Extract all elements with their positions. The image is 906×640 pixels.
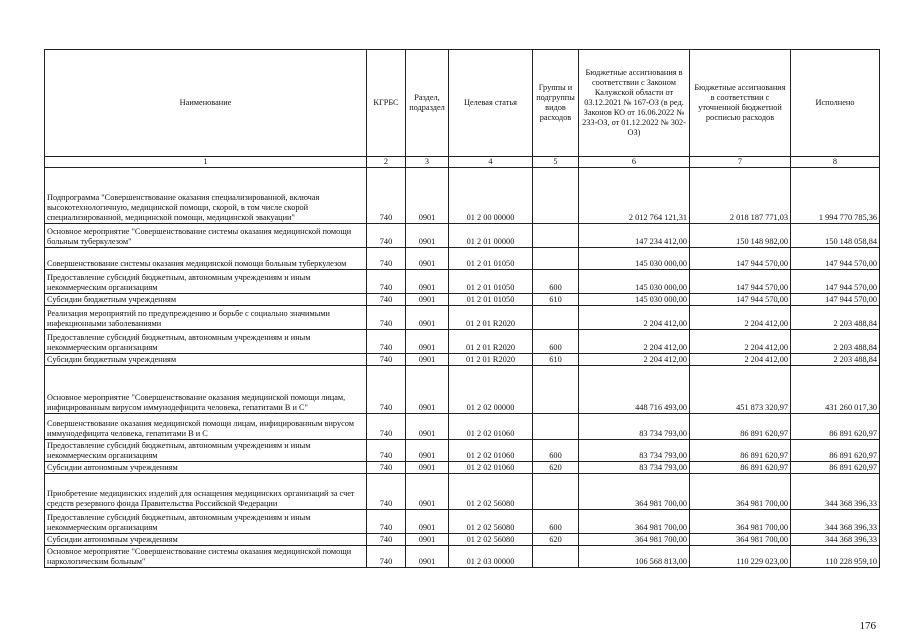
row-executed: 86 891 620,97 bbox=[791, 440, 880, 462]
row-expense-group: 600 bbox=[533, 510, 579, 534]
row-name: Совершенствование оказания медицинской помощи лицам, инфицированным вирусом иммунодефицита человека, гепатитами В и С bbox=[45, 414, 367, 440]
row-target-article: 01 2 00 00000 bbox=[449, 168, 533, 224]
row-target-article: 01 2 02 01060 bbox=[449, 462, 533, 474]
row-section: 0901 bbox=[406, 306, 449, 330]
header-expense-groups: Группы и подгруппы видов расходов bbox=[533, 50, 579, 157]
row-kgrbs: 740 bbox=[367, 168, 406, 224]
header-refined-allocations: Бюджетные ассигнования в соответствии с уточненной бюджетной росписью расходов bbox=[690, 50, 791, 157]
row-section: 0901 bbox=[406, 354, 449, 366]
row-name: Предоставление субсидий бюджетным, автономным учреждениям и иным некоммерческим организациям bbox=[45, 440, 367, 462]
row-target-article: 01 2 01 00000 bbox=[449, 224, 533, 248]
table-row bbox=[45, 354, 880, 366]
row-law-allocation: 106 568 813,00 bbox=[579, 546, 690, 568]
row-refined-allocation: 86 891 620,97 bbox=[690, 440, 791, 462]
row-target-article: 01 2 01 R2020 bbox=[449, 330, 533, 354]
row-expense-group bbox=[533, 474, 579, 510]
row-refined-allocation: 364 981 700,00 bbox=[690, 534, 791, 546]
table-row bbox=[45, 168, 880, 224]
row-name: Предоставление субсидий бюджетным, автономным учреждениям и иным некоммерческим организациям bbox=[45, 270, 367, 294]
row-refined-allocation: 2 204 412,00 bbox=[690, 330, 791, 354]
row-target-article: 01 2 02 01060 bbox=[449, 414, 533, 440]
row-name: Основное мероприятие "Совершенствование системы оказания медицинской помощи больным туберкулезом" bbox=[45, 224, 367, 248]
row-executed: 344 368 396,33 bbox=[791, 474, 880, 510]
row-target-article: 01 2 02 00000 bbox=[449, 366, 533, 414]
row-kgrbs: 740 bbox=[367, 510, 406, 534]
table-row bbox=[45, 330, 880, 354]
row-law-allocation: 2 204 412,00 bbox=[579, 354, 690, 366]
row-section: 0901 bbox=[406, 270, 449, 294]
table-row bbox=[45, 414, 880, 440]
row-executed: 110 228 959,10 bbox=[791, 546, 880, 568]
row-section: 0901 bbox=[406, 248, 449, 270]
table-row bbox=[45, 270, 880, 294]
row-kgrbs: 740 bbox=[367, 330, 406, 354]
row-expense-group bbox=[533, 168, 579, 224]
row-law-allocation: 364 981 700,00 bbox=[579, 534, 690, 546]
row-law-allocation: 145 030 000,00 bbox=[579, 270, 690, 294]
row-executed: 2 203 488,84 bbox=[791, 354, 880, 366]
row-refined-allocation: 147 944 570,00 bbox=[690, 248, 791, 270]
row-kgrbs: 740 bbox=[367, 248, 406, 270]
row-executed: 86 891 620,97 bbox=[791, 414, 880, 440]
row-executed: 2 203 488,84 bbox=[791, 330, 880, 354]
header-target-article: Целевая статья bbox=[449, 50, 533, 157]
table-row bbox=[45, 534, 880, 546]
row-section: 0901 bbox=[406, 534, 449, 546]
row-name: Субсидии бюджетным учреждениям bbox=[45, 294, 367, 306]
row-name: Субсидии бюджетным учреждениям bbox=[45, 354, 367, 366]
row-executed: 147 944 570,00 bbox=[791, 248, 880, 270]
row-refined-allocation: 2 204 412,00 bbox=[690, 354, 791, 366]
row-target-article: 01 2 02 56080 bbox=[449, 510, 533, 534]
row-expense-group: 620 bbox=[533, 534, 579, 546]
row-law-allocation: 145 030 000,00 bbox=[579, 248, 690, 270]
column-number-row bbox=[45, 157, 880, 168]
row-expense-group: 620 bbox=[533, 462, 579, 474]
row-target-article: 01 2 02 01060 bbox=[449, 440, 533, 462]
row-name: Приобретение медицинских изделий для оснащения медицинских организаций за счет средств резервного фонда Правительства Российской Федерации bbox=[45, 474, 367, 510]
row-law-allocation: 83 734 793,00 bbox=[579, 414, 690, 440]
row-name: Реализация мероприятий по предупреждению и борьбе с социально значимыми инфекционными заболеваниями bbox=[45, 306, 367, 330]
row-target-article: 01 2 02 56080 bbox=[449, 534, 533, 546]
row-refined-allocation: 364 981 700,00 bbox=[690, 474, 791, 510]
row-section: 0901 bbox=[406, 330, 449, 354]
row-section: 0901 bbox=[406, 462, 449, 474]
row-law-allocation: 2 012 764 121,31 bbox=[579, 168, 690, 224]
budget-table bbox=[44, 49, 880, 568]
row-executed: 344 368 396,33 bbox=[791, 510, 880, 534]
row-kgrbs: 740 bbox=[367, 366, 406, 414]
header-section: Раздел, подраздел bbox=[406, 50, 449, 157]
row-executed: 1 994 770 785,36 bbox=[791, 168, 880, 224]
col-number: 1 bbox=[45, 157, 367, 168]
table-row bbox=[45, 440, 880, 462]
row-law-allocation: 145 030 000,00 bbox=[579, 294, 690, 306]
col-number: 4 bbox=[449, 157, 533, 168]
row-target-article: 01 2 01 R2020 bbox=[449, 354, 533, 366]
row-kgrbs: 740 bbox=[367, 534, 406, 546]
row-section: 0901 bbox=[406, 546, 449, 568]
row-section: 0901 bbox=[406, 474, 449, 510]
header-name: Наименование bbox=[45, 50, 367, 157]
row-executed: 344 368 396,33 bbox=[791, 534, 880, 546]
row-kgrbs: 740 bbox=[367, 224, 406, 248]
row-expense-group: 600 bbox=[533, 440, 579, 462]
table-row bbox=[45, 294, 880, 306]
row-executed: 147 944 570,00 bbox=[791, 270, 880, 294]
row-refined-allocation: 364 981 700,00 bbox=[690, 510, 791, 534]
col-number: 3 bbox=[406, 157, 449, 168]
row-executed: 2 203 488,84 bbox=[791, 306, 880, 330]
row-kgrbs: 740 bbox=[367, 474, 406, 510]
header-executed: Исполнено bbox=[791, 50, 880, 157]
row-refined-allocation: 147 944 570,00 bbox=[690, 294, 791, 306]
row-kgrbs: 740 bbox=[367, 306, 406, 330]
table-row bbox=[45, 462, 880, 474]
header-kgrbs: КГРБС bbox=[367, 50, 406, 157]
row-expense-group: 610 bbox=[533, 294, 579, 306]
row-section: 0901 bbox=[406, 168, 449, 224]
row-expense-group bbox=[533, 224, 579, 248]
col-number: 7 bbox=[690, 157, 791, 168]
row-name: Предоставление субсидий бюджетным, автономным учреждениям и иным некоммерческим организациям bbox=[45, 330, 367, 354]
row-refined-allocation: 147 944 570,00 bbox=[690, 270, 791, 294]
col-number: 6 bbox=[579, 157, 690, 168]
row-law-allocation: 364 981 700,00 bbox=[579, 510, 690, 534]
row-refined-allocation: 86 891 620,97 bbox=[690, 414, 791, 440]
row-kgrbs: 740 bbox=[367, 270, 406, 294]
header-row bbox=[45, 50, 880, 157]
table-row bbox=[45, 248, 880, 270]
row-name: Совершенствование системы оказания медицинской помощи больным туберкулезом bbox=[45, 248, 367, 270]
table-body bbox=[45, 168, 880, 568]
row-expense-group: 600 bbox=[533, 270, 579, 294]
table-row bbox=[45, 366, 880, 414]
row-name: Субсидии автономным учреждениям bbox=[45, 534, 367, 546]
row-expense-group bbox=[533, 306, 579, 330]
row-section: 0901 bbox=[406, 510, 449, 534]
row-target-article: 01 2 02 56080 bbox=[449, 474, 533, 510]
page-number: 176 bbox=[859, 620, 876, 632]
row-law-allocation: 364 981 700,00 bbox=[579, 474, 690, 510]
row-expense-group bbox=[533, 366, 579, 414]
row-name: Основное мероприятие "Совершенствование оказания медицинской помощи лицам, инфицированным вирусом иммунодефицита человека, гепатитами В и С" bbox=[45, 366, 367, 414]
row-law-allocation: 83 734 793,00 bbox=[579, 462, 690, 474]
col-number: 5 bbox=[533, 157, 579, 168]
col-number: 2 bbox=[367, 157, 406, 168]
row-target-article: 01 2 01 01050 bbox=[449, 248, 533, 270]
row-expense-group: 610 bbox=[533, 354, 579, 366]
row-law-allocation: 2 204 412,00 bbox=[579, 306, 690, 330]
row-expense-group bbox=[533, 248, 579, 270]
row-name: Предоставление субсидий бюджетным, автономным учреждениям и иным некоммерческим организациям bbox=[45, 510, 367, 534]
header-law-allocations: Бюджетные ассигнования в соответствии с Законом Калужской области от 03.12.2021 № 167-ОЗ (в ред. Законов КО от 16.06.2022 № 233-ОЗ, от 01.12.2022 № 302-ОЗ) bbox=[579, 50, 690, 157]
row-refined-allocation: 150 148 982,00 bbox=[690, 224, 791, 248]
row-section: 0901 bbox=[406, 366, 449, 414]
row-section: 0901 bbox=[406, 414, 449, 440]
row-section: 0901 bbox=[406, 294, 449, 306]
row-law-allocation: 83 734 793,00 bbox=[579, 440, 690, 462]
row-refined-allocation: 451 873 320,97 bbox=[690, 366, 791, 414]
col-number: 8 bbox=[791, 157, 880, 168]
row-law-allocation: 448 716 493,00 bbox=[579, 366, 690, 414]
row-name: Подпрограмма "Совершенствование оказания специализированной, включая высокотехнологичную, медицинской помощи, скорой, в том числе скорой специализированной, медицинской помощи, медицинской эвакуации" bbox=[45, 168, 367, 224]
row-section: 0901 bbox=[406, 440, 449, 462]
row-law-allocation: 2 204 412,00 bbox=[579, 330, 690, 354]
row-kgrbs: 740 bbox=[367, 354, 406, 366]
table-row bbox=[45, 474, 880, 510]
row-kgrbs: 740 bbox=[367, 414, 406, 440]
row-refined-allocation: 2 204 412,00 bbox=[690, 306, 791, 330]
row-kgrbs: 740 bbox=[367, 546, 406, 568]
row-expense-group bbox=[533, 546, 579, 568]
row-expense-group: 600 bbox=[533, 330, 579, 354]
table-row bbox=[45, 546, 880, 568]
table-row bbox=[45, 224, 880, 248]
row-executed: 431 260 017,30 bbox=[791, 366, 880, 414]
table-row bbox=[45, 510, 880, 534]
row-target-article: 01 2 03 00000 bbox=[449, 546, 533, 568]
row-section: 0901 bbox=[406, 224, 449, 248]
row-refined-allocation: 2 018 187 771,03 bbox=[690, 168, 791, 224]
row-expense-group bbox=[533, 414, 579, 440]
row-name: Субсидии автономным учреждениям bbox=[45, 462, 367, 474]
table-row bbox=[45, 306, 880, 330]
row-executed: 86 891 620,97 bbox=[791, 462, 880, 474]
row-executed: 147 944 570,00 bbox=[791, 294, 880, 306]
row-target-article: 01 2 01 01050 bbox=[449, 294, 533, 306]
row-refined-allocation: 86 891 620,97 bbox=[690, 462, 791, 474]
row-target-article: 01 2 01 R2020 bbox=[449, 306, 533, 330]
row-target-article: 01 2 01 01050 bbox=[449, 270, 533, 294]
row-kgrbs: 740 bbox=[367, 462, 406, 474]
row-kgrbs: 740 bbox=[367, 440, 406, 462]
row-refined-allocation: 110 229 023,00 bbox=[690, 546, 791, 568]
row-executed: 150 148 058,84 bbox=[791, 224, 880, 248]
row-name: Основное мероприятие "Совершенствование системы оказания медицинской помощи наркологическим больным" bbox=[45, 546, 367, 568]
row-law-allocation: 147 234 412,00 bbox=[579, 224, 690, 248]
row-kgrbs: 740 bbox=[367, 294, 406, 306]
